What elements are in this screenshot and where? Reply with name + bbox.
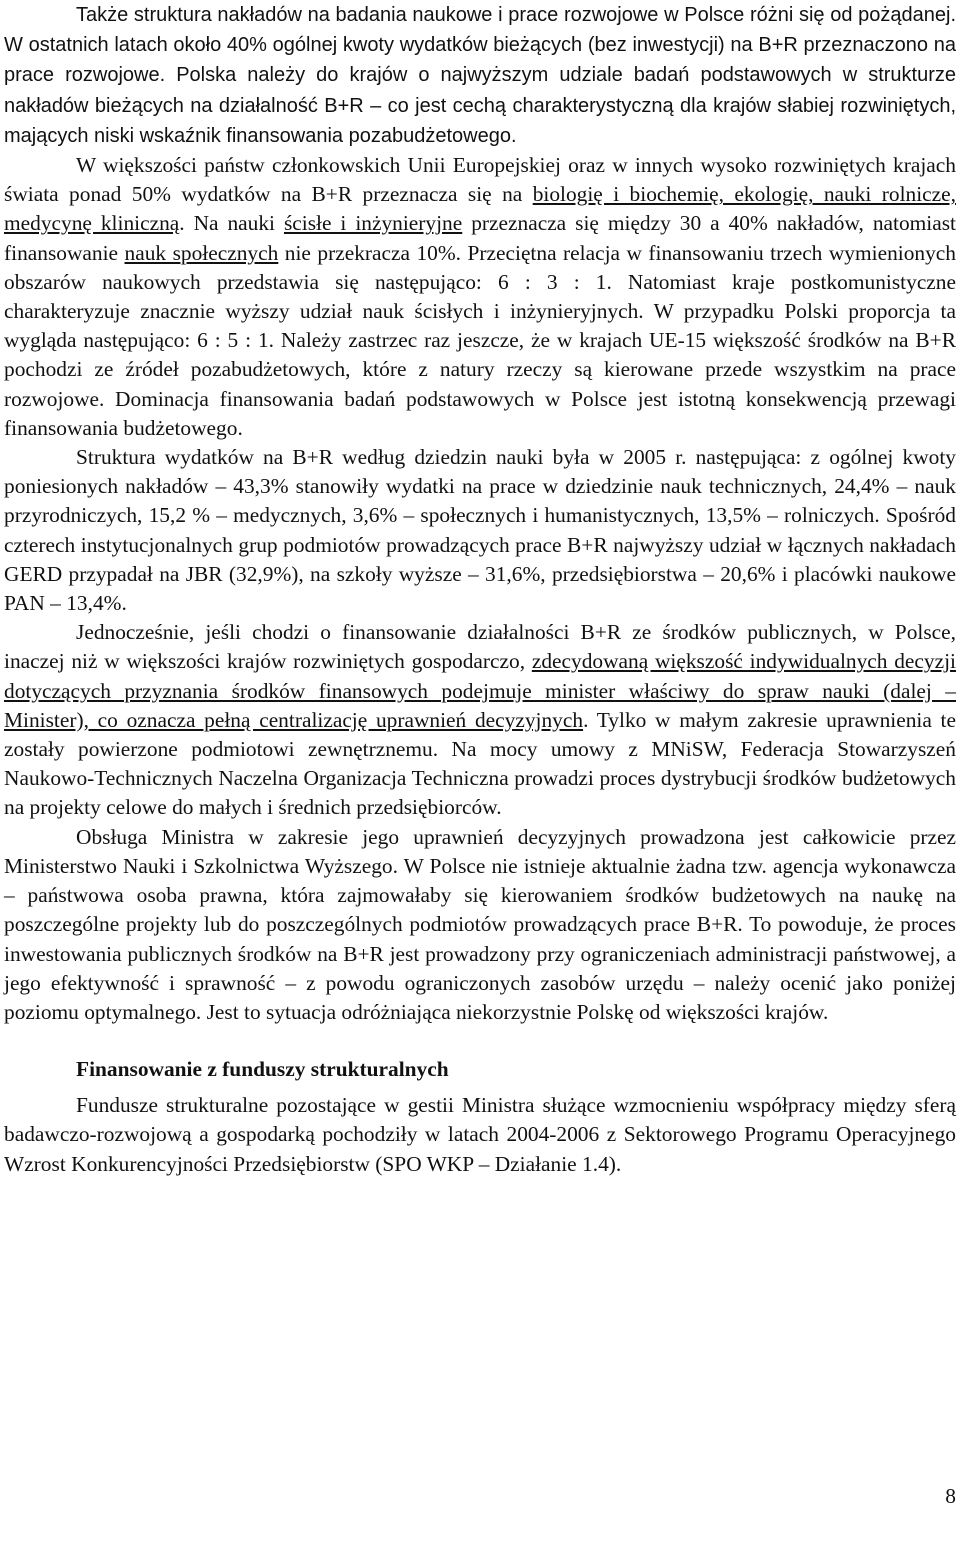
paragraph-structural-funds: Fundusze strukturalne pozostające w gestii Ministra służące wzmocnieniu współpracy między sferą badawczo-rozwojową a gospodarką pochodziły w latach 2004-2006 z Sektorowego Programu Operacyjnego Wzrost Konkurencyjności Przedsiębiorstw (SPO WKP – Działanie 1.4).: [4, 1093, 956, 1176]
text-run: . Na nauki: [179, 211, 284, 236]
text-run: nie przekracza 10%. Przeciętna relacja w finansowaniu trzech wymienionych obszarów naukowych przedstawia się następująco: 6 : 3 : 1. Natomiast kraje postkomunistyczne charakteryzuje znacznie wyższy udział nauk ścisłych i inżynieryjnych. W przypadku Polski proporcja ta wygląda następująco: 6 : 5 : 1. Należy zastrzec raz jeszcze, że w krajach UE-15 większość środków na B+R pochodzi ze źródeł pozabudżetowych, które z natury rzeczy są kierowane przede wszystkim na prace rozwojowe. Dominacja finansowania badań podstawowych w Polsce jest istotną konsekwencją przewagi finansowania budżetowego.: [4, 240, 956, 440]
section-heading: Finansowanie z funduszy strukturalnych: [76, 1057, 449, 1082]
paragraph-sentence: Polska należy do krajów o najwyższym udziale badań podstawowych w strukturze nakładów bieżących na działalność B+R – co jest cechą charakterystyczną dla krajów słabiej rozwiniętych, mających niski wskaźnik finansowania pozabudżetowego.: [4, 64, 957, 147]
underlined-text: nauk społecznych: [124, 240, 279, 265]
page-number: 8: [945, 1484, 956, 1508]
paragraph-sentence: Także struktura nakładów na badania naukowe i prace rozwojowe w Polsce różni się od pożądanej. W ostatnich latach około 40% ogólnej kwoty wydatków bieżących (bez inwestycji) na B+R przeznaczono na prace rozwojowe.: [4, 4, 956, 87]
text-run: przeznacza się między 30 a 40% nakładów, natomiast finansowanie: [4, 211, 956, 265]
paragraph-eu-comparison: [4, 151, 956, 443]
paragraph-public-funding: [4, 618, 956, 822]
text-run: Jednocześnie, jeśli chodzi o finansowanie działalności B+R ze środków publicznych, w Polsce, inaczej niż w większości krajów rozwiniętych gospodarczo,: [4, 620, 956, 674]
text-run: W większości państw członkowskich Unii Europejskiej oraz w innych wysoko rozwiniętych krajach świata ponad 50% wydatków na B+R przeznacza się na: [4, 153, 956, 207]
underlined-text: zdecydowaną większość indywidualnych decyzji dotyczących przyznania środków finansowych podejmuje minister właściwy do spraw nauki (dalej – Minister), co oznacza pełną centralizację uprawnień decyzyjnych: [4, 649, 956, 732]
paragraph-spending-by-field: Struktura wydatków na B+R według dziedzin nauki była w 2005 r. następująca: z ogólnej kwoty poniesionych nakładów – 43,3% stanowiły wydatki na prace w dziedzinie nauk technicznych, 24,4% – nauk przyrodniczych, 15,2 % – medycznych, 3,6% – społecznych i humanistycznych, 13,5% – rolniczych. Spośród czterech instytucjonalnych grup podmiotów prowadzących prace B+R najwyższy udział w łącznych nakładach GERD przypadał na JBR (32,9%), na szkoły wyższe – 31,6%, przedsiębiorstwa – 20,6% i placówki naukowe PAN – 13,4%.: [4, 445, 956, 616]
paragraph-ministry-service: Obsługa Ministra w zakresie jego uprawnień decyzyjnych prowadzona jest całkowicie przez Ministerstwo Nauki i Szkolnictwa Wyższego. W Polsce nie istnieje aktualnie żadna tzw. agencja wykonawcza – państwowa osoba prawna, która zajmowałaby się kierowaniem środków budżetowych na naukę na poszczególne projekty lub do poszczególnych podmiotów prowadzących prace B+R. To powoduje, że proces inwestowania publicznych środków na B+R jest prowadzony przy ograniczeniach administracji państwowej, a jego efektywność i sprawność – z powodu ograniczonych zasobów urzędu – należy ocenić jako poniżej poziomu optymalnego. Jest to sytuacja odróżniająca niekorzystnie Polskę od większości krajów.: [4, 824, 956, 1024]
text-run: . Tylko w małym zakresie uprawnienia te zostały powierzone podmiotowi zewnętrznemu. Na mocy umowy z MNiSW, Federacja Stowarzyszeń Naukowo-Technicznych Naczelna Organizacja Techniczna prowadzi proces dystrybucji środków budżetowych na projekty celowe do małych i średnich przedsiębiorców.: [4, 707, 956, 820]
paragraph-structure-of-spending: [4, 0, 956, 151]
underlined-text: biologię i biochemię, ekologię, nauki rolnicze, medycynę kliniczną: [4, 182, 956, 236]
underlined-text: ścisłe i inżynieryjne: [283, 211, 463, 236]
